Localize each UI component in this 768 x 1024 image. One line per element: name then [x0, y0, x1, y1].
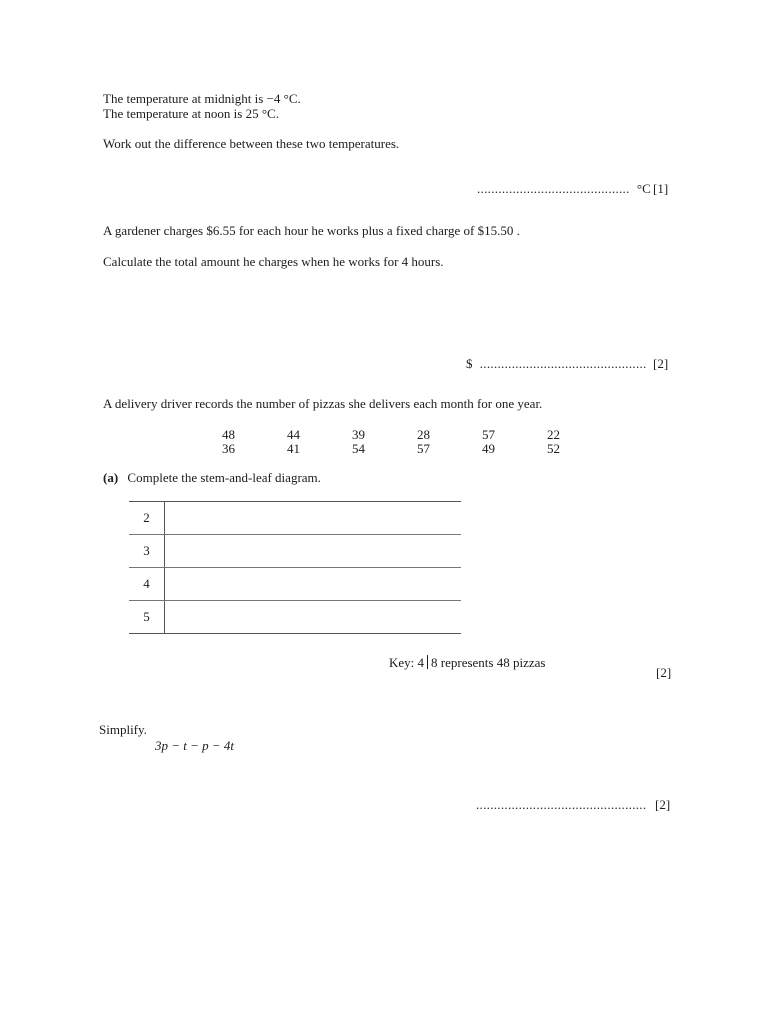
q3-marks: [2] [656, 665, 672, 680]
q4-instruction: Simplify. [99, 722, 147, 737]
q4-expression: 3p − t − p − 4t [155, 738, 235, 753]
data-cell: 41 [287, 441, 300, 456]
data-cell: 48 [222, 427, 235, 442]
q1-instruction: Work out the difference between these two temperatures. [103, 136, 400, 151]
data-cell: 52 [547, 441, 560, 456]
data-cell: 22 [547, 427, 560, 442]
stem-row [129, 535, 461, 568]
q3-part-a-text: Complete the stem-and-leaf diagram. [127, 470, 321, 485]
data-cell: 28 [417, 427, 430, 442]
data-cell: 49 [482, 441, 495, 456]
stem-row [129, 601, 461, 633]
data-cell: 57 [417, 441, 430, 456]
data-cell: 39 [352, 427, 365, 442]
stem-value: 5 [129, 601, 165, 633]
q1-answer-line[interactable] [477, 181, 651, 196]
leaf-input-area[interactable] [165, 601, 461, 633]
leaf-input-area[interactable] [165, 535, 461, 567]
pizza-data-table [196, 428, 586, 456]
stem-and-leaf-diagram [129, 501, 461, 634]
stem-value: 4 [129, 568, 165, 600]
data-cell: 57 [482, 427, 495, 442]
key-prefix: Key: 4 [389, 655, 425, 670]
q1-line-1: The temperature at midnight is −4 °C. [103, 91, 301, 106]
data-row [196, 442, 586, 456]
stem-leaf-key [389, 655, 545, 670]
q2-line-1: A gardener charges $6.55 for each hour he works plus a fixed charge of $15.50 . [103, 223, 520, 238]
q3-part-a [103, 470, 321, 485]
q1-line-2: The temperature at noon is 25 °C. [103, 106, 279, 121]
q3-part-a-label: (a) [103, 470, 119, 485]
q2-answer-line[interactable] [466, 356, 647, 371]
stem-value: 2 [129, 502, 165, 534]
key-divider [427, 655, 428, 669]
q2-answer-dots: ............................................... [479, 356, 647, 371]
stem-row [129, 568, 461, 601]
stem-row [129, 502, 461, 535]
data-cell: 36 [222, 441, 235, 456]
q4-marks: [2] [655, 797, 671, 812]
q2-marks: [2] [653, 356, 669, 371]
data-cell: 54 [352, 441, 365, 456]
q4-answer-line[interactable] [476, 797, 646, 812]
stem-value: 3 [129, 535, 165, 567]
q3-intro: A delivery driver records the number of pizzas she delivers each month for one year. [103, 396, 543, 411]
leaf-input-area[interactable] [165, 568, 461, 600]
q2-answer-prefix: $ [466, 356, 473, 371]
q1-answer-unit: °C [636, 181, 651, 196]
q1-answer-dots: ........................................... [477, 181, 630, 196]
q2-instruction: Calculate the total amount he charges when he works for 4 hours. [103, 254, 444, 269]
q4-answer-dots: ................................................ [476, 797, 647, 812]
leaf-input-area[interactable] [165, 502, 461, 534]
key-suffix: 8 represents 48 pizzas [431, 655, 546, 670]
data-cell: 44 [287, 427, 300, 442]
data-row [196, 428, 586, 442]
q1-marks: [1] [653, 181, 669, 196]
